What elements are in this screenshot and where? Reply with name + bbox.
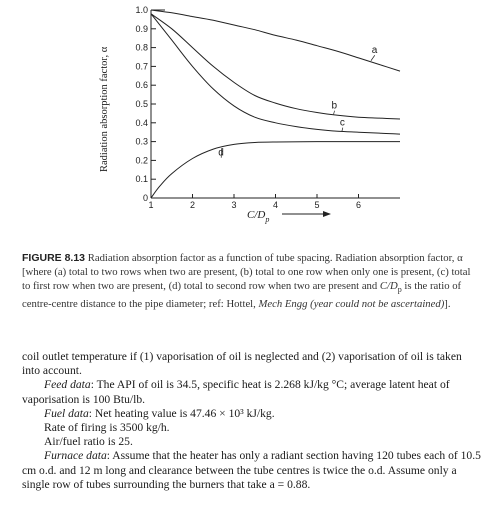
svg-text:C/Dp bbox=[247, 209, 269, 224]
paragraph-feed-data bbox=[22, 378, 482, 406]
data-curves bbox=[151, 10, 400, 198]
furnace-data-text: : Assume that the heater has only a radiant section having 120 tubes each of 10.5 cm o.d. and 12 m long and clearance between the tube centres is twice the o.d. Assume only a single row of tubes surrounding the burners that take a = 0.88. bbox=[22, 449, 481, 491]
x-tick-label: 6 bbox=[355, 200, 362, 210]
caption-ratio: C/D bbox=[379, 280, 398, 292]
y-tick-label: 0.8 bbox=[135, 42, 148, 53]
x-axis-label-main: C/D bbox=[247, 209, 266, 221]
y-tick-label: 0.9 bbox=[135, 23, 148, 34]
paragraph-furnace-data bbox=[22, 449, 482, 492]
curve-label-c: c bbox=[339, 117, 345, 129]
y-tick-label: 0.2 bbox=[135, 155, 148, 166]
x-axis-label bbox=[247, 209, 330, 224]
y-tick-label: 0.3 bbox=[135, 136, 148, 147]
y-tick-label: 0.5 bbox=[135, 99, 148, 109]
y-axis-label: Radiation absorption factor, α bbox=[99, 46, 110, 172]
y-tick-label: 0.6 bbox=[135, 80, 148, 91]
body-text bbox=[22, 350, 482, 492]
feed-data-label: Feed data bbox=[44, 378, 91, 392]
chart-axes bbox=[151, 10, 400, 198]
figure-8-13-chart bbox=[0, 0, 502, 240]
paragraph-firing-rate: Rate of firing is 3500 kg/h. bbox=[44, 421, 170, 435]
feed-data-text: : The API of oil is 34.5, specific heat is 2.268 kJ/kg °C; average latent heat of vaporisation is 100 Btu/lb. bbox=[22, 378, 450, 406]
y-tick-label: 0.4 bbox=[135, 117, 148, 128]
x-tick-label: 5 bbox=[314, 200, 320, 210]
y-tick-label: 0.1 bbox=[135, 174, 148, 185]
figure-number: FIGURE 8.13 bbox=[22, 252, 86, 264]
curve-b bbox=[151, 14, 400, 119]
paragraph-air-fuel: Air/fuel ratio is 25. bbox=[44, 435, 133, 449]
caption-text-2: is the ratio of centre-centre distance to the pipe diameter; ref: Hottel, bbox=[22, 280, 462, 311]
x-ticks bbox=[148, 194, 361, 210]
caption-ratio-sub: p bbox=[397, 285, 402, 295]
caption-text-1: Radiation absorption factor as a function of tube spacing. Radiation absorption factor, α [where (a) total to two rows when two are present, (b) total to one row when only one is present, (c) total to first row when two are present, (d) total to second row when two are present and bbox=[22, 252, 471, 292]
figure-caption bbox=[22, 251, 480, 311]
y-tick-label: 0 bbox=[142, 193, 148, 203]
curve-d bbox=[151, 142, 400, 198]
y-ticks bbox=[135, 5, 156, 203]
curve-label-d: d bbox=[218, 147, 224, 159]
x-tick-label: 4 bbox=[272, 200, 279, 210]
fuel-data-label: Fuel data bbox=[44, 406, 89, 420]
paragraph-fuel-data bbox=[22, 407, 482, 421]
y-tick-label: 1.0 bbox=[135, 5, 148, 15]
paragraph-outlet-temp: coil outlet temperature if (1) vaporisation of oil is neglected and (2) vaporisation of oil is taken into account. bbox=[22, 350, 462, 378]
caption-reference: Mech Engg (year could not be ascertained) bbox=[258, 298, 445, 311]
y-tick-label: 0.7 bbox=[135, 61, 148, 72]
curve-label-a: a bbox=[371, 45, 378, 57]
curve-c bbox=[151, 14, 400, 134]
furnace-data-label: Furnace data bbox=[44, 449, 107, 463]
fuel-data-text: : Net heating value is 47.46 × 10³ kJ/kg. bbox=[88, 406, 275, 420]
x-axis-label-sub: p bbox=[265, 215, 270, 224]
x-tick-label: 3 bbox=[231, 200, 237, 210]
caption-text-3: ]. bbox=[444, 298, 451, 311]
x-tick-label: 1 bbox=[148, 200, 154, 210]
curve-label-b: b bbox=[331, 100, 338, 112]
x-tick-label: 2 bbox=[189, 200, 196, 210]
